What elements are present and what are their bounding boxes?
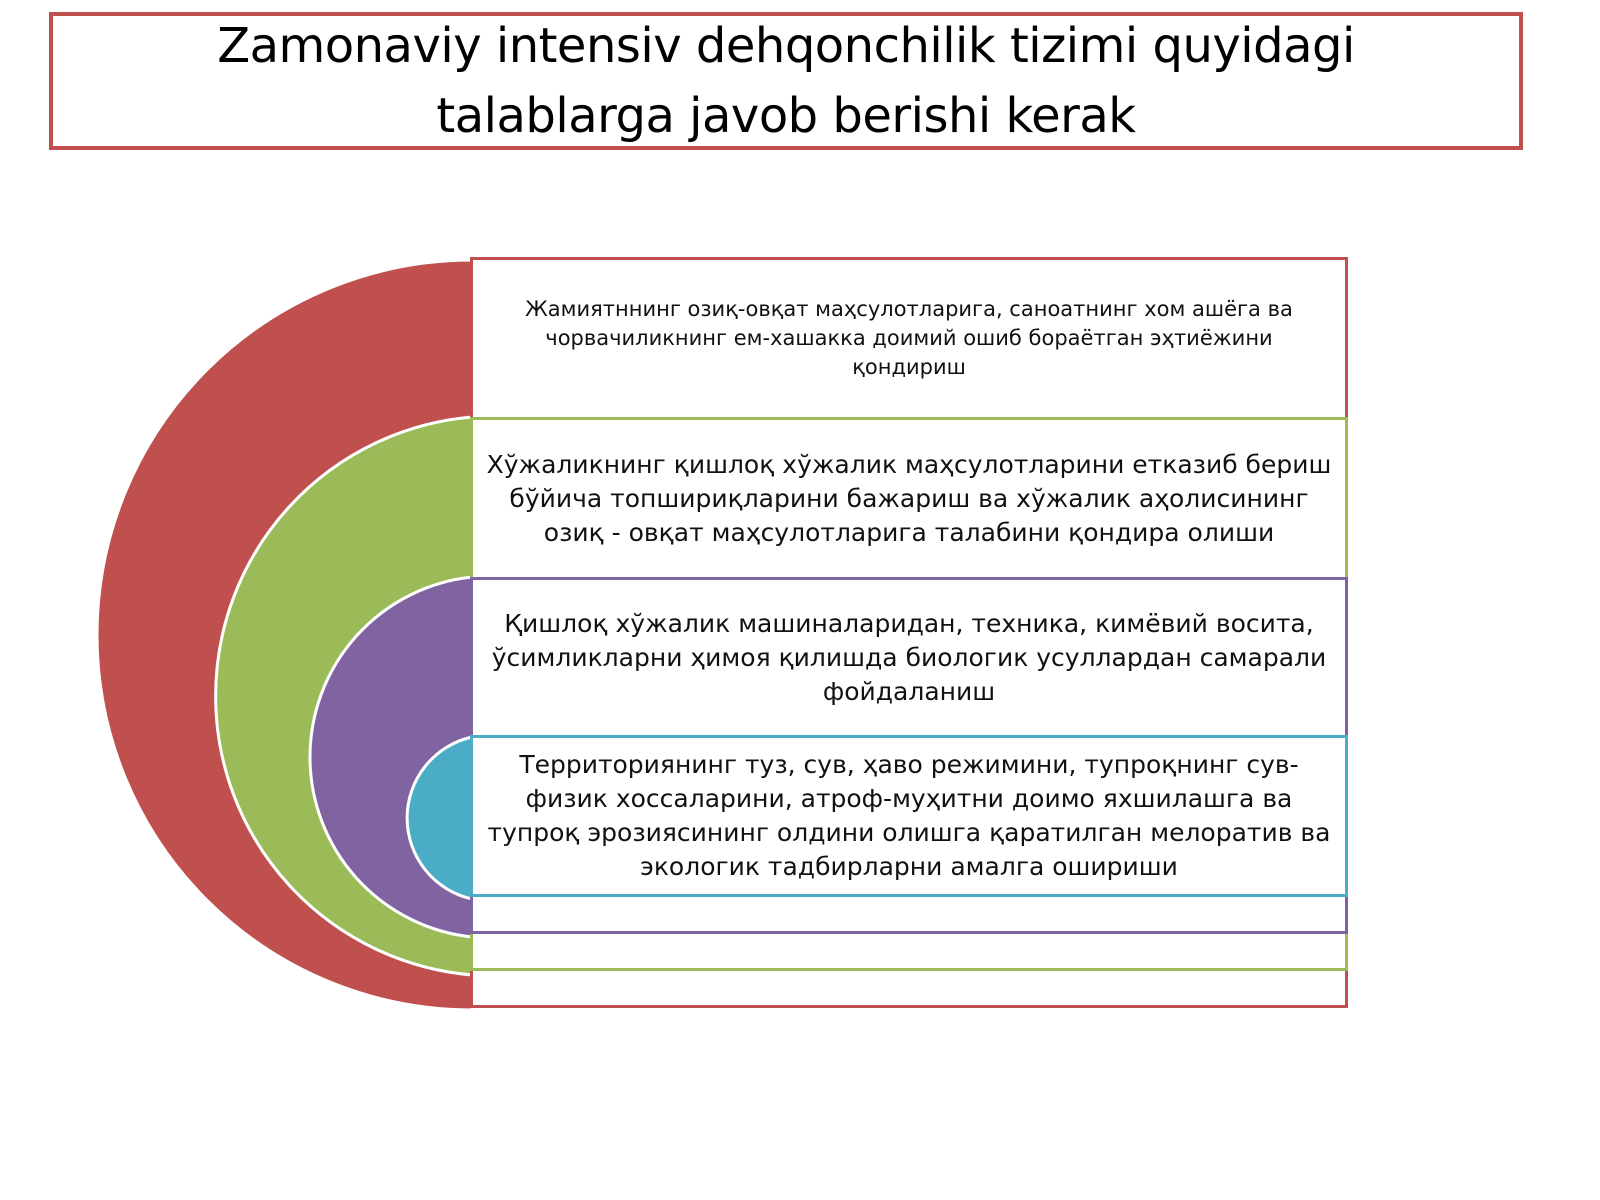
- green-bottom-strip: [470, 934, 1348, 971]
- requirement-text-1: Жамиятннинг озиқ-овқат маҳсулотларига, саноатнинг хом ашёга ва чорвачиликнинг ем-хашакка доимий ошиб бораётган эҳтиёжини қондириш: [525, 297, 1293, 379]
- red-bottom-strip: [470, 971, 1348, 1008]
- title-line-1: Zamonaviy intensiv dehqonchilik tizimi quyidagi: [217, 18, 1355, 74]
- requirement-text-2: Хўжаликнинг қишлоқ хўжалик маҳсулотларини етказиб бериш бўйича топшириқларини бажариш ва хўжалик аҳолисининг озиқ - овқат маҳсулотларига талабини қондира олиши: [486, 449, 1332, 547]
- requirement-text-3: Қишлоқ хўжалик машиналаридан, техника, кимёвий восита, ўсимликларни ҳимоя қилишда биологик усуллардан самарали фойдаланиш: [491, 608, 1327, 706]
- requirement-box-2: [470, 417, 1348, 577]
- requirement-box-3: [470, 577, 1348, 735]
- purple-bottom-strip: [470, 897, 1348, 934]
- requirement-box-4: [470, 735, 1348, 897]
- requirement-text-4: Территориянинг туз, сув, ҳаво режимини, тупроқнинг сув-физик хоссаларини, атроф-муҳитни доимо яхшилашга ва тупроқ эрозиясининг олдини олишга қаратилган мелоратив ва экологик тадбирларни амалга ошириши: [487, 750, 1331, 881]
- requirement-box-1: [470, 257, 1348, 417]
- title-line-2: talablarga javob berishi kerak: [436, 88, 1136, 144]
